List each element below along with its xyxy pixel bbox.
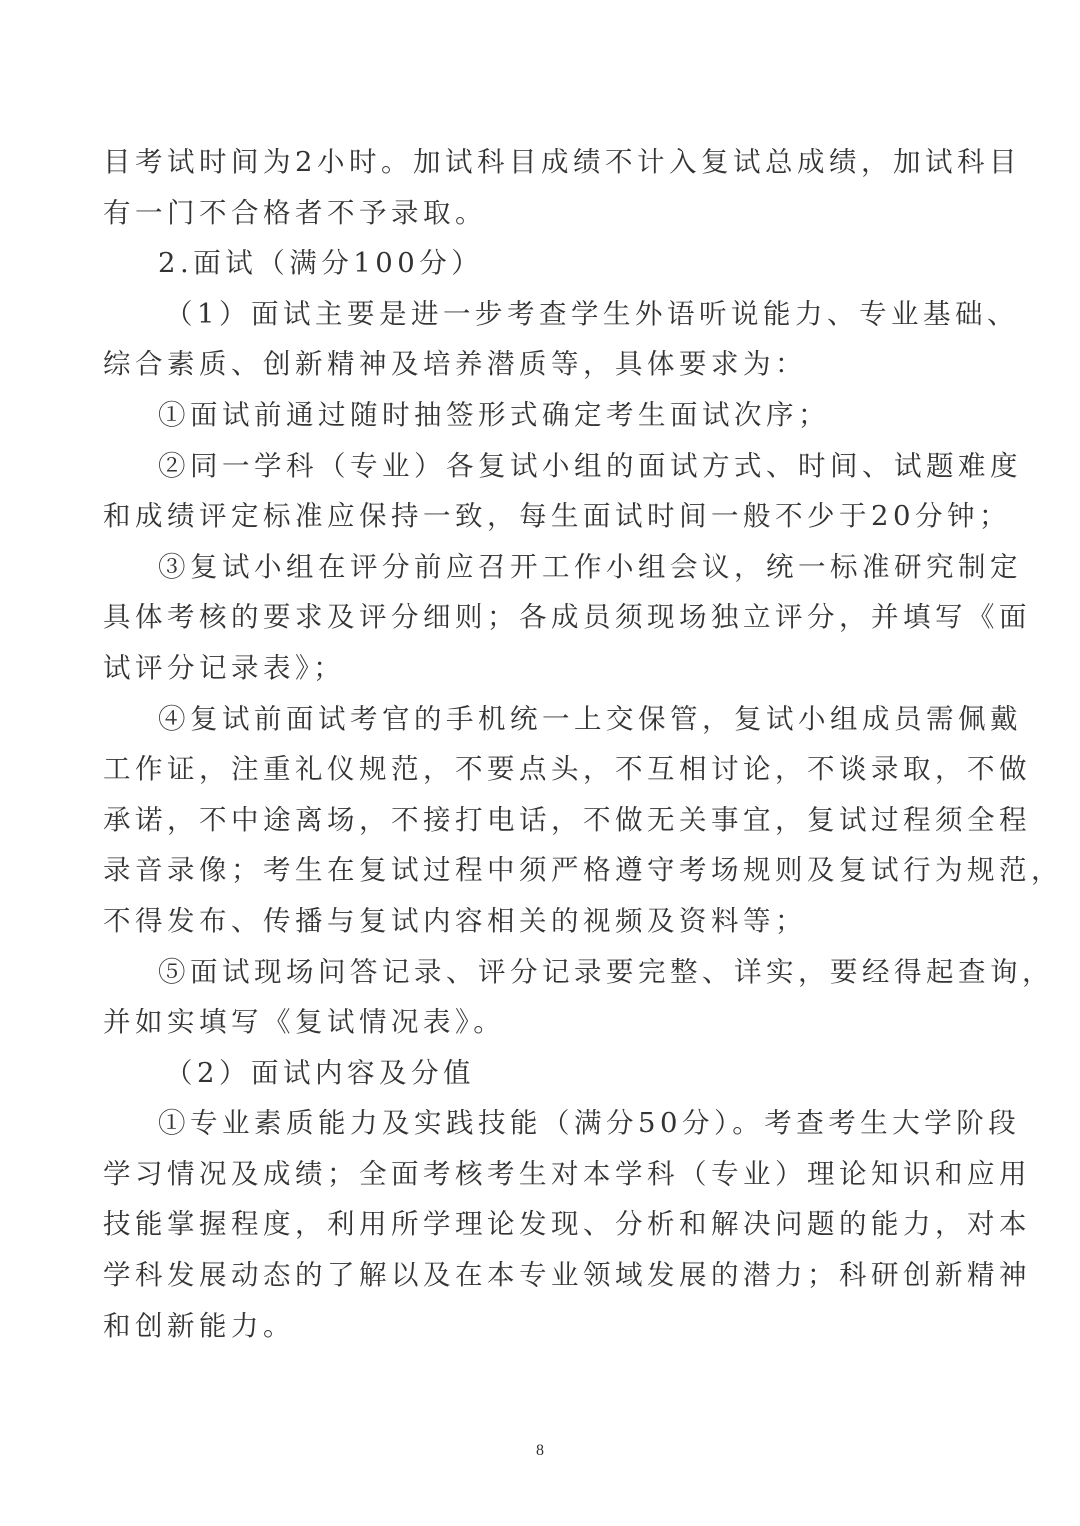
text-line: ①面试前通过随时抽签形式确定考生面试次序； bbox=[158, 398, 830, 431]
text-line: ④复试前面试考官的手机统一上交保管，复试小组成员需佩戴 bbox=[158, 702, 1022, 735]
text-line: 具体考核的要求及评分细则；各成员须现场独立评分，并填写《面 bbox=[103, 601, 1031, 634]
section-heading-content: （2）面试内容及分值 bbox=[165, 1056, 475, 1089]
section-heading-interview: 2.面试（满分100分） bbox=[158, 247, 484, 280]
text-line: 学科发展动态的了解以及在本专业领域发展的潜力；科研创新精神 bbox=[103, 1259, 1031, 1292]
text-line: 录音录像；考生在复试过程中须严格遵守考场规则及复试行为规范， bbox=[103, 854, 1063, 887]
text-line: 学习情况及成绩；全面考核考生对本学科（专业）理论知识和应用 bbox=[103, 1157, 1031, 1190]
text-line: 承诺，不中途离场，不接打电话，不做无关事宜，复试过程须全程 bbox=[103, 803, 1031, 836]
text-line: ①专业素质能力及实践技能（满分50分）。考查考生大学阶段 bbox=[158, 1107, 1021, 1140]
text-line: 不得发布、传播与复试内容相关的视频及资料等； bbox=[103, 904, 807, 937]
text-line: 和成绩评定标准应保持一致，每生面试时间一般不少于20分钟； bbox=[103, 500, 1011, 533]
text-line: （1）面试主要是进一步考查学生外语听说能力、专业基础、 bbox=[165, 297, 1019, 330]
text-line: ⑤面试现场问答记录、评分记录要完整、详实，要经得起查询， bbox=[158, 955, 1054, 988]
text-line: 工作证，注重礼仪规范，不要点头，不互相讨论，不谈录取，不做 bbox=[103, 753, 1031, 786]
text-line: ③复试小组在评分前应召开工作小组会议，统一标准研究制定 bbox=[158, 550, 1022, 583]
page-number: 8 bbox=[536, 1442, 544, 1459]
text-line: 和创新能力。 bbox=[103, 1309, 295, 1342]
document-body bbox=[103, 137, 1063, 1351]
text-line: 并如实填写《复试情况表》。 bbox=[103, 1006, 506, 1039]
text-line: 综合素质、创新精神及培养潜质等，具体要求为： bbox=[103, 348, 807, 381]
text-line: 技能掌握程度，利用所学理论发现、分析和解决问题的能力，对本 bbox=[103, 1208, 1031, 1241]
text-line: ②同一学科（专业）各复试小组的面试方式、时间、试题难度 bbox=[158, 449, 1022, 482]
text-line: 目考试时间为2小时。加试科目成绩不计入复试总成绩，加试科目 bbox=[103, 146, 1021, 178]
text-line: 有一门不合格者不予录取。 bbox=[103, 196, 487, 229]
text-line: 试评分记录表》； bbox=[103, 651, 346, 684]
